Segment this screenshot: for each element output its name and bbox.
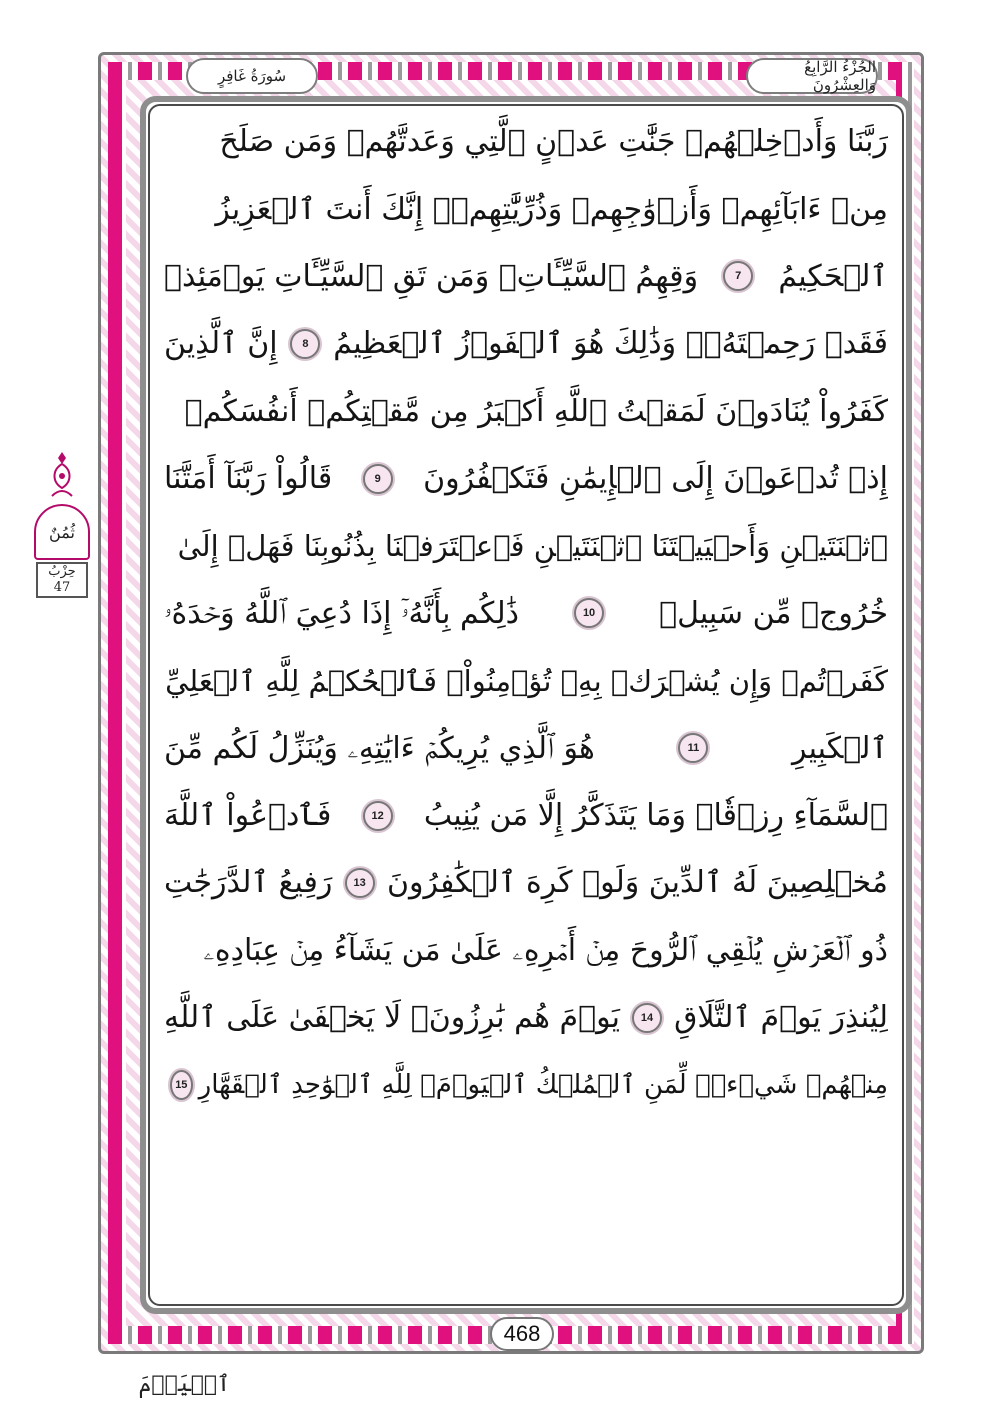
hizb-label: حِزْبُ [48, 564, 76, 579]
line-text: ٱلسَّمَآءِ رِزۡقٗاۚ وَمَا يَتَذَكَّرُ إِلَّا مَن يُنِيبُ [423, 798, 888, 834]
text-line-14 [164, 984, 888, 1051]
line-text: مُخۡلِصِينَ لَهُ ٱلدِّينَ وَلَوۡ كَرِهَ ٱلۡكَٰفِرُونَ [386, 865, 888, 901]
juz-name-cartouche [746, 58, 878, 94]
line-text: مِنۡ ءَابَآئِهِمۡ وَأَزۡوَٰجِهِمۡ وَذُرِّيَّٰتِهِمۡۚ إِنَّكَ أَنتَ ٱلۡعَزِيزُ [215, 191, 888, 227]
line-text: مِنۡهُمۡ شَيۡءٞۚ لِّمَنِ ٱلۡمُلۡكُ ٱلۡيَوۡمَۖ لِلَّهِ ٱلۡوَٰحِدِ ٱلۡقَهَّارِ [198, 1070, 888, 1101]
line-text: هُوَ ٱلَّذِي يُرِيكُمۡ ءَايَٰتِهِۦ وَيُنَزِّلُ لَكُم مِّنَ [164, 730, 595, 766]
line-text: لِيُنذِرَ يَوۡمَ ٱلتَّلَاقِ [674, 1000, 888, 1036]
ayah-number-13: 13 [345, 868, 375, 898]
ayah-number-10: 10 [574, 598, 604, 628]
hizb-number: 47 [53, 580, 71, 595]
surah-name-cartouche [186, 58, 318, 94]
line-text: ذُو ٱلۡعَرۡشِ يُلۡقِي ٱلرُّوحَ مِنۡ أَمۡرِهِۦ عَلَىٰ مَن يَشَآءُ مِنۡ عِبَادِهِۦ [203, 932, 888, 968]
text-line-5 [164, 378, 888, 445]
line-text: ٱلۡكَبِيرِ [792, 730, 888, 766]
text-line-4 [164, 310, 888, 377]
text-line-11 [164, 782, 888, 849]
page-number: 468 [490, 1317, 554, 1351]
line-text: رَفِيعُ ٱلدَّرَجَٰتِ [164, 865, 333, 901]
hizb-marker [34, 452, 90, 598]
text-line-12 [164, 849, 888, 916]
line-text: فَقَدۡ رَحِمۡتَهُۥۚ وَذَٰلِكَ هُوَ ٱلۡفَوۡزُ ٱلۡعَظِيمُ [333, 326, 888, 362]
hizb-box [36, 562, 88, 598]
line-text: ذَٰلِكُم بِأَنَّهُۥٓ إِذَا دُعِيَ ٱللَّهُ وَحۡدَهُۥ [164, 595, 520, 631]
line-text: يَوۡمَ هُم بَٰرِزُونَۖ لَا يَخۡفَىٰ عَلَى ٱللَّهِ [164, 1000, 620, 1036]
line-text: وَقِهِمُ ٱلسَّيِّـَٔاتِۚ وَمَن تَقِ ٱلسَّيِّـَٔاتِ يَوۡمَئِذٖ [164, 258, 699, 294]
ayah-number-15: 15 [170, 1070, 193, 1100]
surah-name: سُورَةُ غَافِرٍ [217, 67, 287, 85]
text-line-13 [164, 917, 888, 984]
line-text: إِذۡ تُدۡعَوۡنَ إِلَى ٱلۡإِيمَٰنِ فَتَكۡفُرُونَ [423, 461, 888, 497]
text-line-1 [164, 108, 888, 175]
text-line-10 [164, 715, 888, 782]
line-text: فَٱدۡعُواْ ٱللَّهَ [164, 798, 332, 834]
ayah-number-11: 11 [678, 733, 708, 763]
text-line-9 [164, 647, 888, 714]
text-line-3 [164, 243, 888, 310]
line-text: ٱثۡنَتَيۡنِ وَأَحۡيَيۡتَنَا ٱثۡنَتَيۡنِ فَٱعۡتَرَفۡنَا بِذُنُوبِنَا فَهَلۡ إِلَىٰ [177, 529, 888, 564]
ayah-number-12: 12 [363, 801, 393, 831]
ayah-number-14: 14 [632, 1003, 662, 1033]
juz-name: الجُزْءُ الرَّابِعُ وَالعِشْرُونَ [804, 58, 876, 94]
text-line-15 [164, 1051, 888, 1118]
line-text: كَفَرُواْ يُنَادَوۡنَ لَمَقۡتُ ٱللَّهِ أَكۡبَرُ مِن مَّقۡتِكُمۡ أَنفُسَكُمۡ [184, 393, 888, 429]
hizb-ornament-icon [48, 452, 76, 502]
text-line-8 [164, 580, 888, 647]
line-text: خُرُوجٖ مِّن سَبِيلٖ [659, 595, 888, 631]
ayah-number-7: 7 [723, 261, 753, 291]
verse-text-block [164, 108, 888, 1304]
line-text: قَالُواْ رَبَّنَآ أَمَتَّنَا [164, 461, 333, 497]
text-line-6 [164, 445, 888, 512]
catchword: ٱلۡيَوۡمَ [138, 1372, 230, 1397]
ayah-number-9: 9 [363, 464, 393, 494]
text-line-7 [164, 512, 888, 579]
line-text: ٱلۡحَكِيمُ [778, 258, 888, 294]
quarter-label-box [34, 504, 90, 560]
line-text: رَبَّنَا وَأَدۡخِلۡهُمۡ جَنَّٰتِ عَدۡنٍ ٱلَّتِي وَعَدتَّهُمۡ وَمَن صَلَحَ [219, 124, 888, 160]
line-text: كَفَرۡتُمۡ وَإِن يُشۡرَكۡ بِهِۦ تُؤۡمِنُواْۚ فَٱلۡحُكۡمُ لِلَّهِ ٱلۡعَلِيِّ [165, 663, 888, 698]
quarter-label: ثُمُنٌ [49, 522, 75, 542]
text-line-2 [164, 175, 888, 242]
ayah-number-8: 8 [290, 329, 320, 359]
line-text: إِنَّ ٱلَّذِينَ [164, 326, 278, 362]
